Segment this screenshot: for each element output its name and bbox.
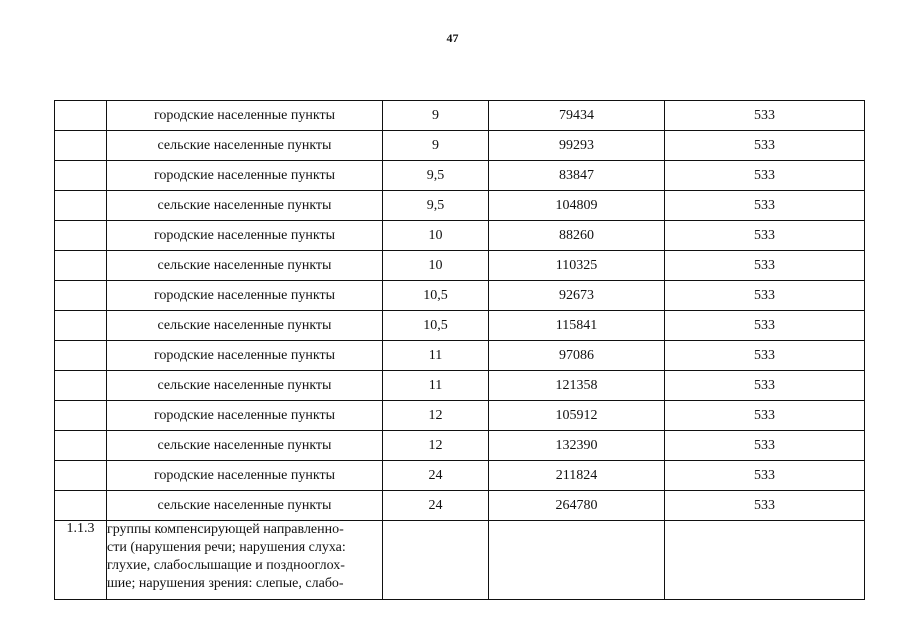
table-row <box>55 161 865 191</box>
table-row <box>55 491 865 521</box>
table-body <box>55 101 865 600</box>
table-row <box>55 101 865 131</box>
code-cell <box>55 281 107 311</box>
code-cell <box>55 311 107 341</box>
settlement-type-cell: сельские населенные пункты <box>107 131 383 161</box>
value-cell: 83847 <box>489 161 665 191</box>
rate-cell: 10 <box>383 221 489 251</box>
amount-cell: 533 <box>665 311 865 341</box>
group-description-line: шие; нарушения зрения: слепые, слабо- <box>107 576 344 591</box>
settlement-type-cell: сельские населенные пункты <box>107 311 383 341</box>
code-cell <box>55 131 107 161</box>
code-cell <box>55 221 107 251</box>
value-cell: 97086 <box>489 341 665 371</box>
amount-cell: 533 <box>665 221 865 251</box>
rate-cell: 9,5 <box>383 161 489 191</box>
group-description-line: сти (нарушения речи; нарушения слуха: <box>107 540 346 555</box>
code-cell <box>55 191 107 221</box>
group-amount-cell <box>665 521 865 600</box>
rate-cell: 12 <box>383 431 489 461</box>
settlement-type-cell: городские населенные пункты <box>107 281 383 311</box>
code-cell <box>55 431 107 461</box>
amount-cell: 533 <box>665 101 865 131</box>
code-cell <box>55 401 107 431</box>
code-cell <box>55 251 107 281</box>
group-description-line: группы компенсирующей направленно- <box>107 522 344 537</box>
amount-cell: 533 <box>665 431 865 461</box>
amount-cell: 533 <box>665 341 865 371</box>
code-cell <box>55 101 107 131</box>
group-value-cell <box>489 521 665 600</box>
settlement-type-cell: сельские населенные пункты <box>107 431 383 461</box>
settlement-type-cell: сельские населенные пункты <box>107 251 383 281</box>
value-cell: 110325 <box>489 251 665 281</box>
code-cell <box>55 341 107 371</box>
amount-cell: 533 <box>665 251 865 281</box>
value-cell: 92673 <box>489 281 665 311</box>
value-cell: 104809 <box>489 191 665 221</box>
group-description-line: глухие, слабослышащие и позднооглох- <box>107 558 345 573</box>
table-row <box>55 311 865 341</box>
table-row <box>55 221 865 251</box>
settlement-type-cell: городские населенные пункты <box>107 461 383 491</box>
code-cell <box>55 371 107 401</box>
table-row <box>55 461 865 491</box>
rate-cell: 9,5 <box>383 191 489 221</box>
settlement-type-cell: городские населенные пункты <box>107 161 383 191</box>
table-row <box>55 191 865 221</box>
table-row <box>55 371 865 401</box>
value-cell: 121358 <box>489 371 665 401</box>
amount-cell: 533 <box>665 491 865 521</box>
code-cell <box>55 491 107 521</box>
data-table <box>54 100 865 600</box>
table-row <box>55 251 865 281</box>
rate-cell: 11 <box>383 341 489 371</box>
settlement-type-cell: городские населенные пункты <box>107 101 383 131</box>
group-row <box>55 521 865 600</box>
rate-cell: 12 <box>383 401 489 431</box>
table-row <box>55 431 865 461</box>
amount-cell: 533 <box>665 161 865 191</box>
amount-cell: 533 <box>665 401 865 431</box>
rate-cell: 24 <box>383 491 489 521</box>
amount-cell: 533 <box>665 371 865 401</box>
code-cell <box>55 161 107 191</box>
amount-cell: 533 <box>665 131 865 161</box>
value-cell: 88260 <box>489 221 665 251</box>
settlement-type-cell: сельские населенные пункты <box>107 491 383 521</box>
page-number: 47 <box>446 31 459 45</box>
group-rate-cell <box>383 521 489 600</box>
group-description <box>107 521 383 600</box>
amount-cell: 533 <box>665 461 865 491</box>
settlement-type-cell: сельские населенные пункты <box>107 371 383 401</box>
rate-cell: 24 <box>383 461 489 491</box>
value-cell: 105912 <box>489 401 665 431</box>
settlement-type-cell: сельские населенные пункты <box>107 191 383 221</box>
table-row <box>55 131 865 161</box>
value-cell: 99293 <box>489 131 665 161</box>
value-cell: 115841 <box>489 311 665 341</box>
rate-cell: 9 <box>383 131 489 161</box>
value-cell: 264780 <box>489 491 665 521</box>
code-cell <box>55 461 107 491</box>
rate-cell: 10 <box>383 251 489 281</box>
settlement-type-cell: городские населенные пункты <box>107 401 383 431</box>
amount-cell: 533 <box>665 191 865 221</box>
settlement-type-cell: городские населенные пункты <box>107 221 383 251</box>
table-row <box>55 401 865 431</box>
rate-cell: 9 <box>383 101 489 131</box>
value-cell: 79434 <box>489 101 665 131</box>
value-cell: 132390 <box>489 431 665 461</box>
rate-cell: 11 <box>383 371 489 401</box>
table-row <box>55 281 865 311</box>
value-cell: 211824 <box>489 461 665 491</box>
settlement-type-cell: городские населенные пункты <box>107 341 383 371</box>
rate-cell: 10,5 <box>383 311 489 341</box>
group-code: 1.1.3 <box>55 521 107 600</box>
table-row <box>55 341 865 371</box>
rate-cell: 10,5 <box>383 281 489 311</box>
amount-cell: 533 <box>665 281 865 311</box>
